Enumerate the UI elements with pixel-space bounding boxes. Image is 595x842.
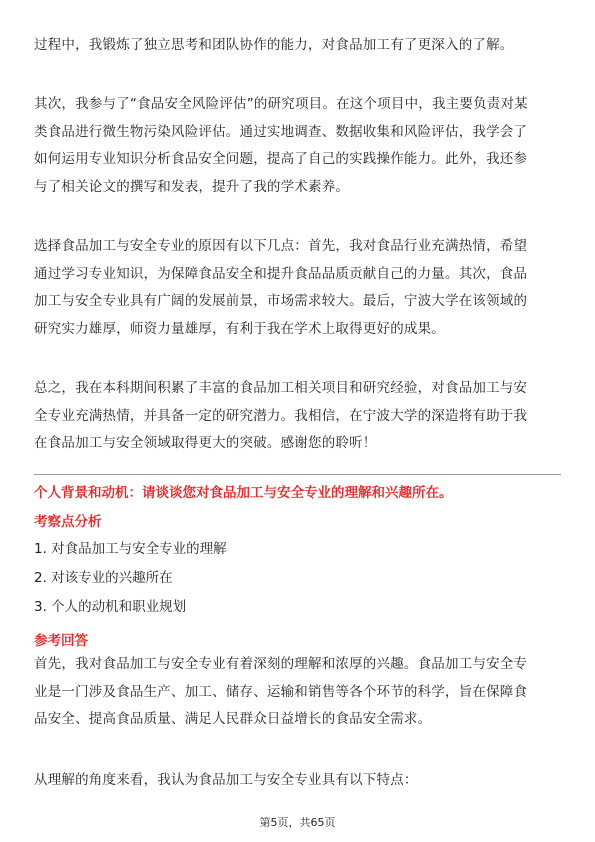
- paragraph-line: 通过学习专业知识，为保障食品安全和提升食品品质贡献自己的力量。其次，食品: [34, 265, 528, 282]
- answer-heading: 参考回答: [34, 633, 88, 649]
- paragraph-line: 加工与安全专业具有广阔的发展前景，市场需求较大。最后，宁波大学在该领域的: [34, 293, 528, 309]
- paragraph-line: 业是一门涉及食品生产、加工、储存、运输和销售等各个环节的科学，旨在保障食: [34, 683, 528, 700]
- paragraph-research-project: [34, 91, 564, 201]
- paragraph-line: 首先，我对食品加工与安全专业有着深刻的理解和浓厚的兴趣。食品加工与安全专: [34, 656, 528, 672]
- paragraph-line: 选择食品加工与安全专业的原因有以下几点：首先，我对食品行业充满热情，希望: [34, 238, 528, 254]
- paragraph-line: 在食品加工与安全领域取得更大的突破。感谢您的聆听！: [34, 435, 377, 451]
- analysis-item: 3. 个人的动机和职业规划: [34, 599, 187, 615]
- paragraph-line: 其次，我参与了“食品安全风险评估”的研究项目。在这个项目中，我主要负责对某: [34, 96, 528, 112]
- analysis-heading: 考察点分析: [34, 514, 102, 530]
- answer-paragraph-features: [34, 767, 564, 795]
- paragraph-line: 如何运用专业知识分析食品安全问题，提高了自己的实践操作能力。此外，我还参: [34, 151, 528, 167]
- paragraph-line: 研究实力雄厚，师资力量雄厚，有利于我在学术上取得更好的成果。: [34, 320, 445, 337]
- paragraph-conclusion: [34, 375, 564, 458]
- paragraph-reasons: [34, 233, 564, 343]
- section-divider: [34, 474, 561, 475]
- page-number-footer: 第5页，共65页: [259, 816, 336, 829]
- paragraph-line: 过程中，我锻炼了独立思考和团队协作的能力，对食品加工有了更深入的了解。: [34, 37, 514, 53]
- analysis-item: 1. 对食品加工与安全专业的理解: [34, 541, 227, 557]
- paragraph-process: [34, 32, 564, 60]
- analysis-item: 2. 对该专业的兴趣所在: [34, 570, 173, 586]
- paragraph-line: 全专业充满热情，并具备一定的研究潜力。我相信，在宁波大学的深造将有助于我: [34, 407, 528, 424]
- paragraph-line: 总之，我在本科期间积累了丰富的食品加工相关项目和研究经验，对食品加工与安: [34, 380, 528, 396]
- answer-paragraph-understanding: [34, 651, 564, 734]
- paragraph-line: 与了相关论文的撰写和发表，提升了我的学术素养。: [34, 178, 350, 195]
- paragraph-line: 品安全、提高食品质量、满足人民群众日益增长的食品安全需求。: [34, 711, 432, 727]
- paragraph-line: 类食品进行微生物污染风险评估。通过实地调查、数据收集和风险评估，我学会了: [34, 123, 528, 140]
- paragraph-line: 从理解的角度来看，我认为食品加工与安全专业具有以下特点：: [34, 772, 418, 788]
- question-heading: 个人背景和动机：请谈谈您对食品加工与安全专业的理解和兴趣所在。: [34, 485, 453, 501]
